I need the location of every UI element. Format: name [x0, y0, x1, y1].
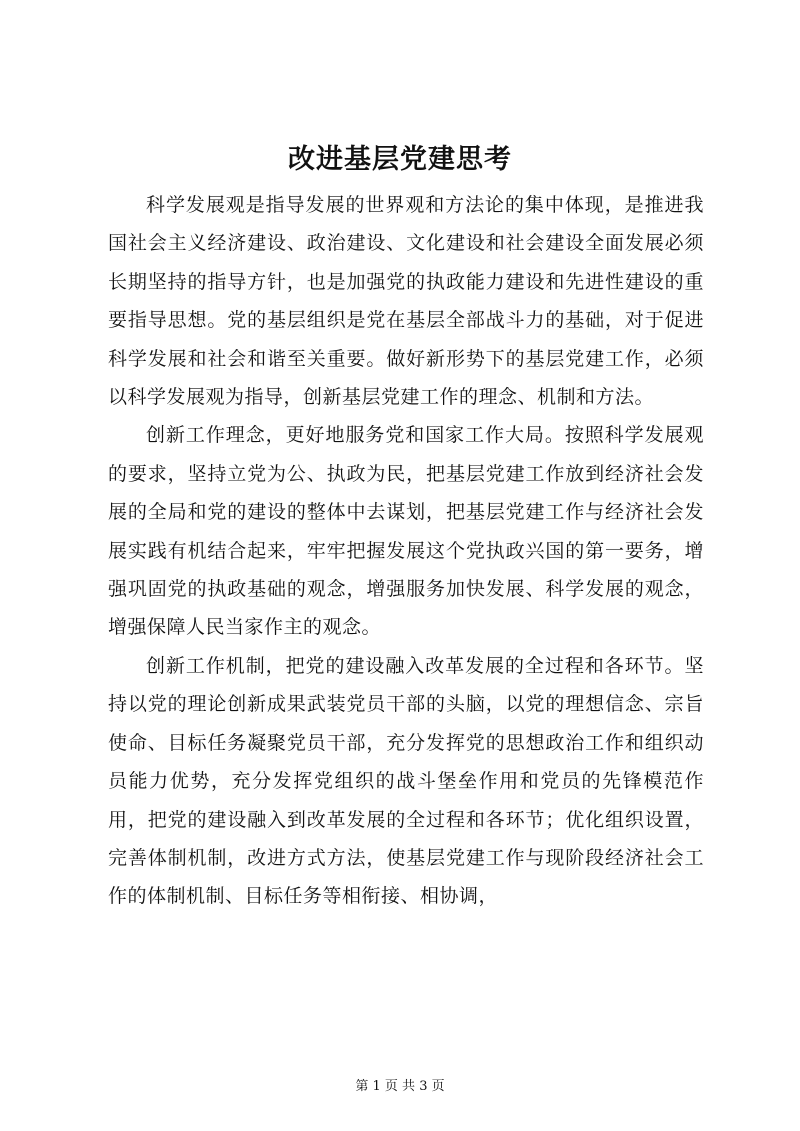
- paragraph-3: 创新工作机制，把党的建设融入改革发展的全过程和各环节。坚持以党的理论创新成果武装党员干部的头脑，以党的理想信念、宗旨使命、目标任务凝聚党员干部，充分发挥党的思想政治工作和组织动员能力优势，充分发挥党组织的战斗堡垒作用和党员的先锋模范作用，把党的建设融入到改革发展的全过程和各环节；优化组织设置，完善体制机制，改进方式方法，使基层党建工作与现阶段经济社会工作的体制机制、目标任务等相衔接、相协调，: [108, 654, 704, 908]
- paragraph-1: 科学发展观是指导发展的世界观和方法论的集中体现，是推进我国社会主义经济建设、政治建设、文化建设和社会建设全面发展必须长期坚持的指导方针，也是加强党的执政能力建设和先进性建设的重要指导思想。党的基层组织是党在基层全部战斗力的基础，对于促进科学发展和社会和谐至关重要。做好新形势下的基层党建工作，必须以科学发展观为指导，创新基层党建工作的理念、机制和方法。: [108, 194, 704, 409]
- paragraph-2: 创新工作理念，更好地服务党和国家工作大局。按照科学发展观的要求，坚持立党为公、执政为民，把基层党建工作放到经济社会发展的全局和党的建设的整体中去谋划，把基层党建工作与经济社会发展实践有机结合起来，牢牢把握发展这个党执政兴国的第一要务，增强巩固党的执政基础的观念，增强服务加快发展、科学发展的观念，增强保障人民当家作主的观念。: [108, 424, 704, 639]
- page-footer: 第 1 页 共 3 页: [355, 1079, 445, 1094]
- document-title: 改进基层党建思考: [288, 144, 512, 175]
- document-body: [108, 186, 704, 916]
